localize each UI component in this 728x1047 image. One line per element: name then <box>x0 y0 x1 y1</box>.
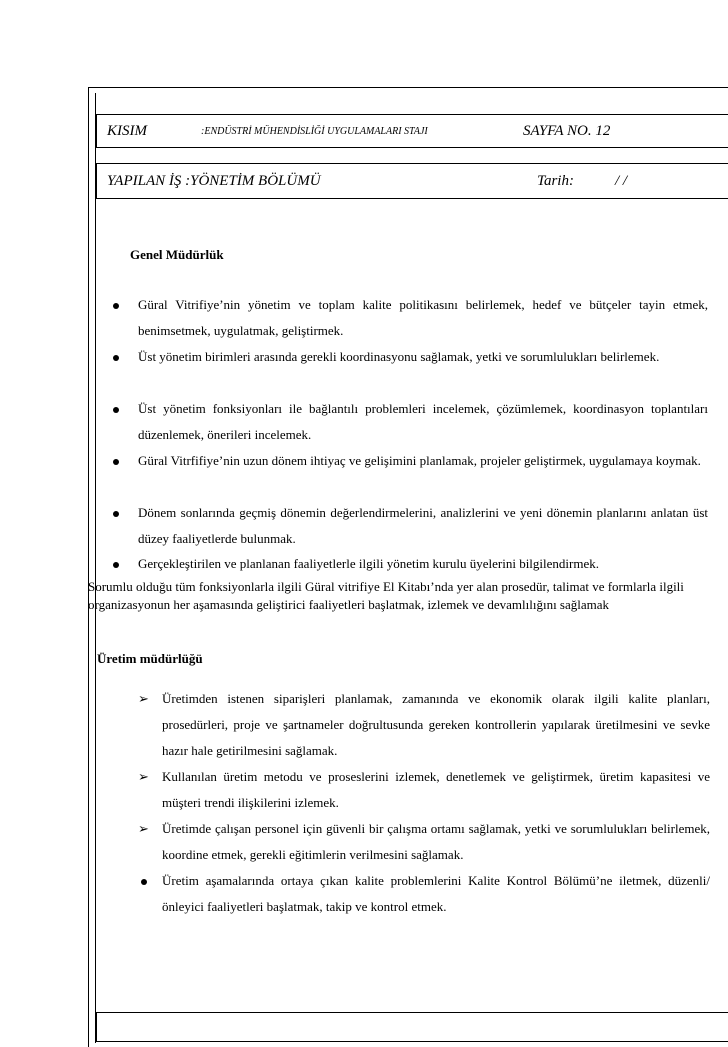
page-number: SAYFA NO. 12 <box>523 123 611 139</box>
list-item <box>110 344 708 370</box>
list-item-text: Dönem sonlarında geçmiş dönemin değerlendirmelerini, analizlerini ve yeni dönemin planlarını anlatan üst düzey faaliyetlerde bulunmak. <box>138 505 708 546</box>
list-item-text: Güral Vitrifiye’nin yönetim ve toplam kalite politikasını belirlemek, hedef ve bütçeler tayin etmek, benimsetmek, uygulatmak, geliştirmek. <box>138 297 708 338</box>
footer-box <box>96 1012 728 1042</box>
list-item-text: Üretimden istenen siparişleri planlamak, zamanında ve ekonomik olarak ilgili kalite planları, prosedürleri, proje ve şartnameler doğrultusunda gereken kontrollerin yapılarak üretilmesini ve sevke hazır hale getirilmesini sağlamak. <box>162 691 710 758</box>
list-item <box>138 868 710 920</box>
kisim-value: :ENDÜSTRİ MÜHENDİSLİĞİ UYGULAMALARI STAJI <box>201 126 428 137</box>
header-row-kisim <box>96 114 728 148</box>
bullet-icon <box>113 562 119 568</box>
bullet-icon <box>113 355 119 361</box>
genel-mudurluk-paragraph: Sorumlu olduğu tüm fonksiyonlarla ilgili Güral vitrifiye El Kitabı’nda yer alan prosedür, talimat ve formlarla ilgili organizasyonun her aşamasında geliştirici faaliyetleri başlatmak, izlemek ve devamlılığını sağlamak <box>88 579 684 612</box>
list-item-text: Gerçekleştirilen ve planlanan faaliyetlerle ilgili yönetim kurulu üyelerini bilgilendirmek. <box>138 556 599 571</box>
list-item-text: Kullanılan üretim metodu ve proseslerini izlemek, denetlemek ve geliştirmek, üretim kapasitesi ve müşteri trendi ilişkilerini izlemek. <box>162 769 710 810</box>
list-item <box>138 816 710 868</box>
yapilan-is: YAPILAN İŞ :YÖNETİM BÖLÜMÜ <box>107 173 321 189</box>
list-item <box>110 448 708 474</box>
tarih-date-slashes: / / <box>615 173 628 189</box>
list-item-text: Üst yönetim fonksiyonları ile bağlantılı problemleri incelemek, çözümlemek, koordinasyon toplantıları düzenlemek, önerileri incelemek. <box>138 401 708 442</box>
bullet-icon <box>113 459 119 465</box>
list-item <box>110 500 708 551</box>
arrow-bullet-icon: ➢ <box>138 691 149 706</box>
arrow-bullet-icon: ➢ <box>138 821 149 836</box>
arrow-bullet-icon: ➢ <box>138 769 149 784</box>
tarih-label: Tarih: <box>537 173 574 189</box>
list-item <box>110 396 708 447</box>
kisim-label: KISIM <box>107 123 147 139</box>
list-item <box>110 292 708 343</box>
list-item-text: Üretimde çalışan personel için güvenli bir çalışma ortamı sağlamak, yetki ve sorumlulukları belirlemek, koordine etmek, gerekli eğitimlerin verilmesini sağlamak. <box>162 821 710 862</box>
list-item <box>110 551 708 577</box>
list-item <box>138 686 710 764</box>
bullet-icon <box>113 303 119 309</box>
list-item-text: Güral Vitrfifiye’nin uzun dönem ihtiyaç ve gelişimini planlamak, projeler geliştirmek, uygulamaya koymak. <box>138 453 701 468</box>
bullet-icon <box>113 511 119 517</box>
frame-inner-border <box>95 93 96 1043</box>
uretim-mudurlugu-title: Üretim müdürlüğü <box>97 651 203 666</box>
bullet-icon <box>113 407 119 413</box>
list-item <box>138 764 710 816</box>
bullet-icon <box>141 879 147 885</box>
list-item-text: Üst yönetim birimleri arasında gerekli koordinasyonu sağlamak, yetki ve sorumlulukları belirlemek. <box>138 349 660 364</box>
list-item-text: Üretim aşamalarında ortaya çıkan kalite problemlerini Kalite Kontrol Bölümü’ne iletmek, düzenli/önleyici faaliyetleri başlatmak, takip ve kontrol etmek. <box>162 873 710 914</box>
genel-mudurluk-title: Genel Müdürlük <box>130 247 224 262</box>
header-row-yapilan-is <box>96 163 728 199</box>
